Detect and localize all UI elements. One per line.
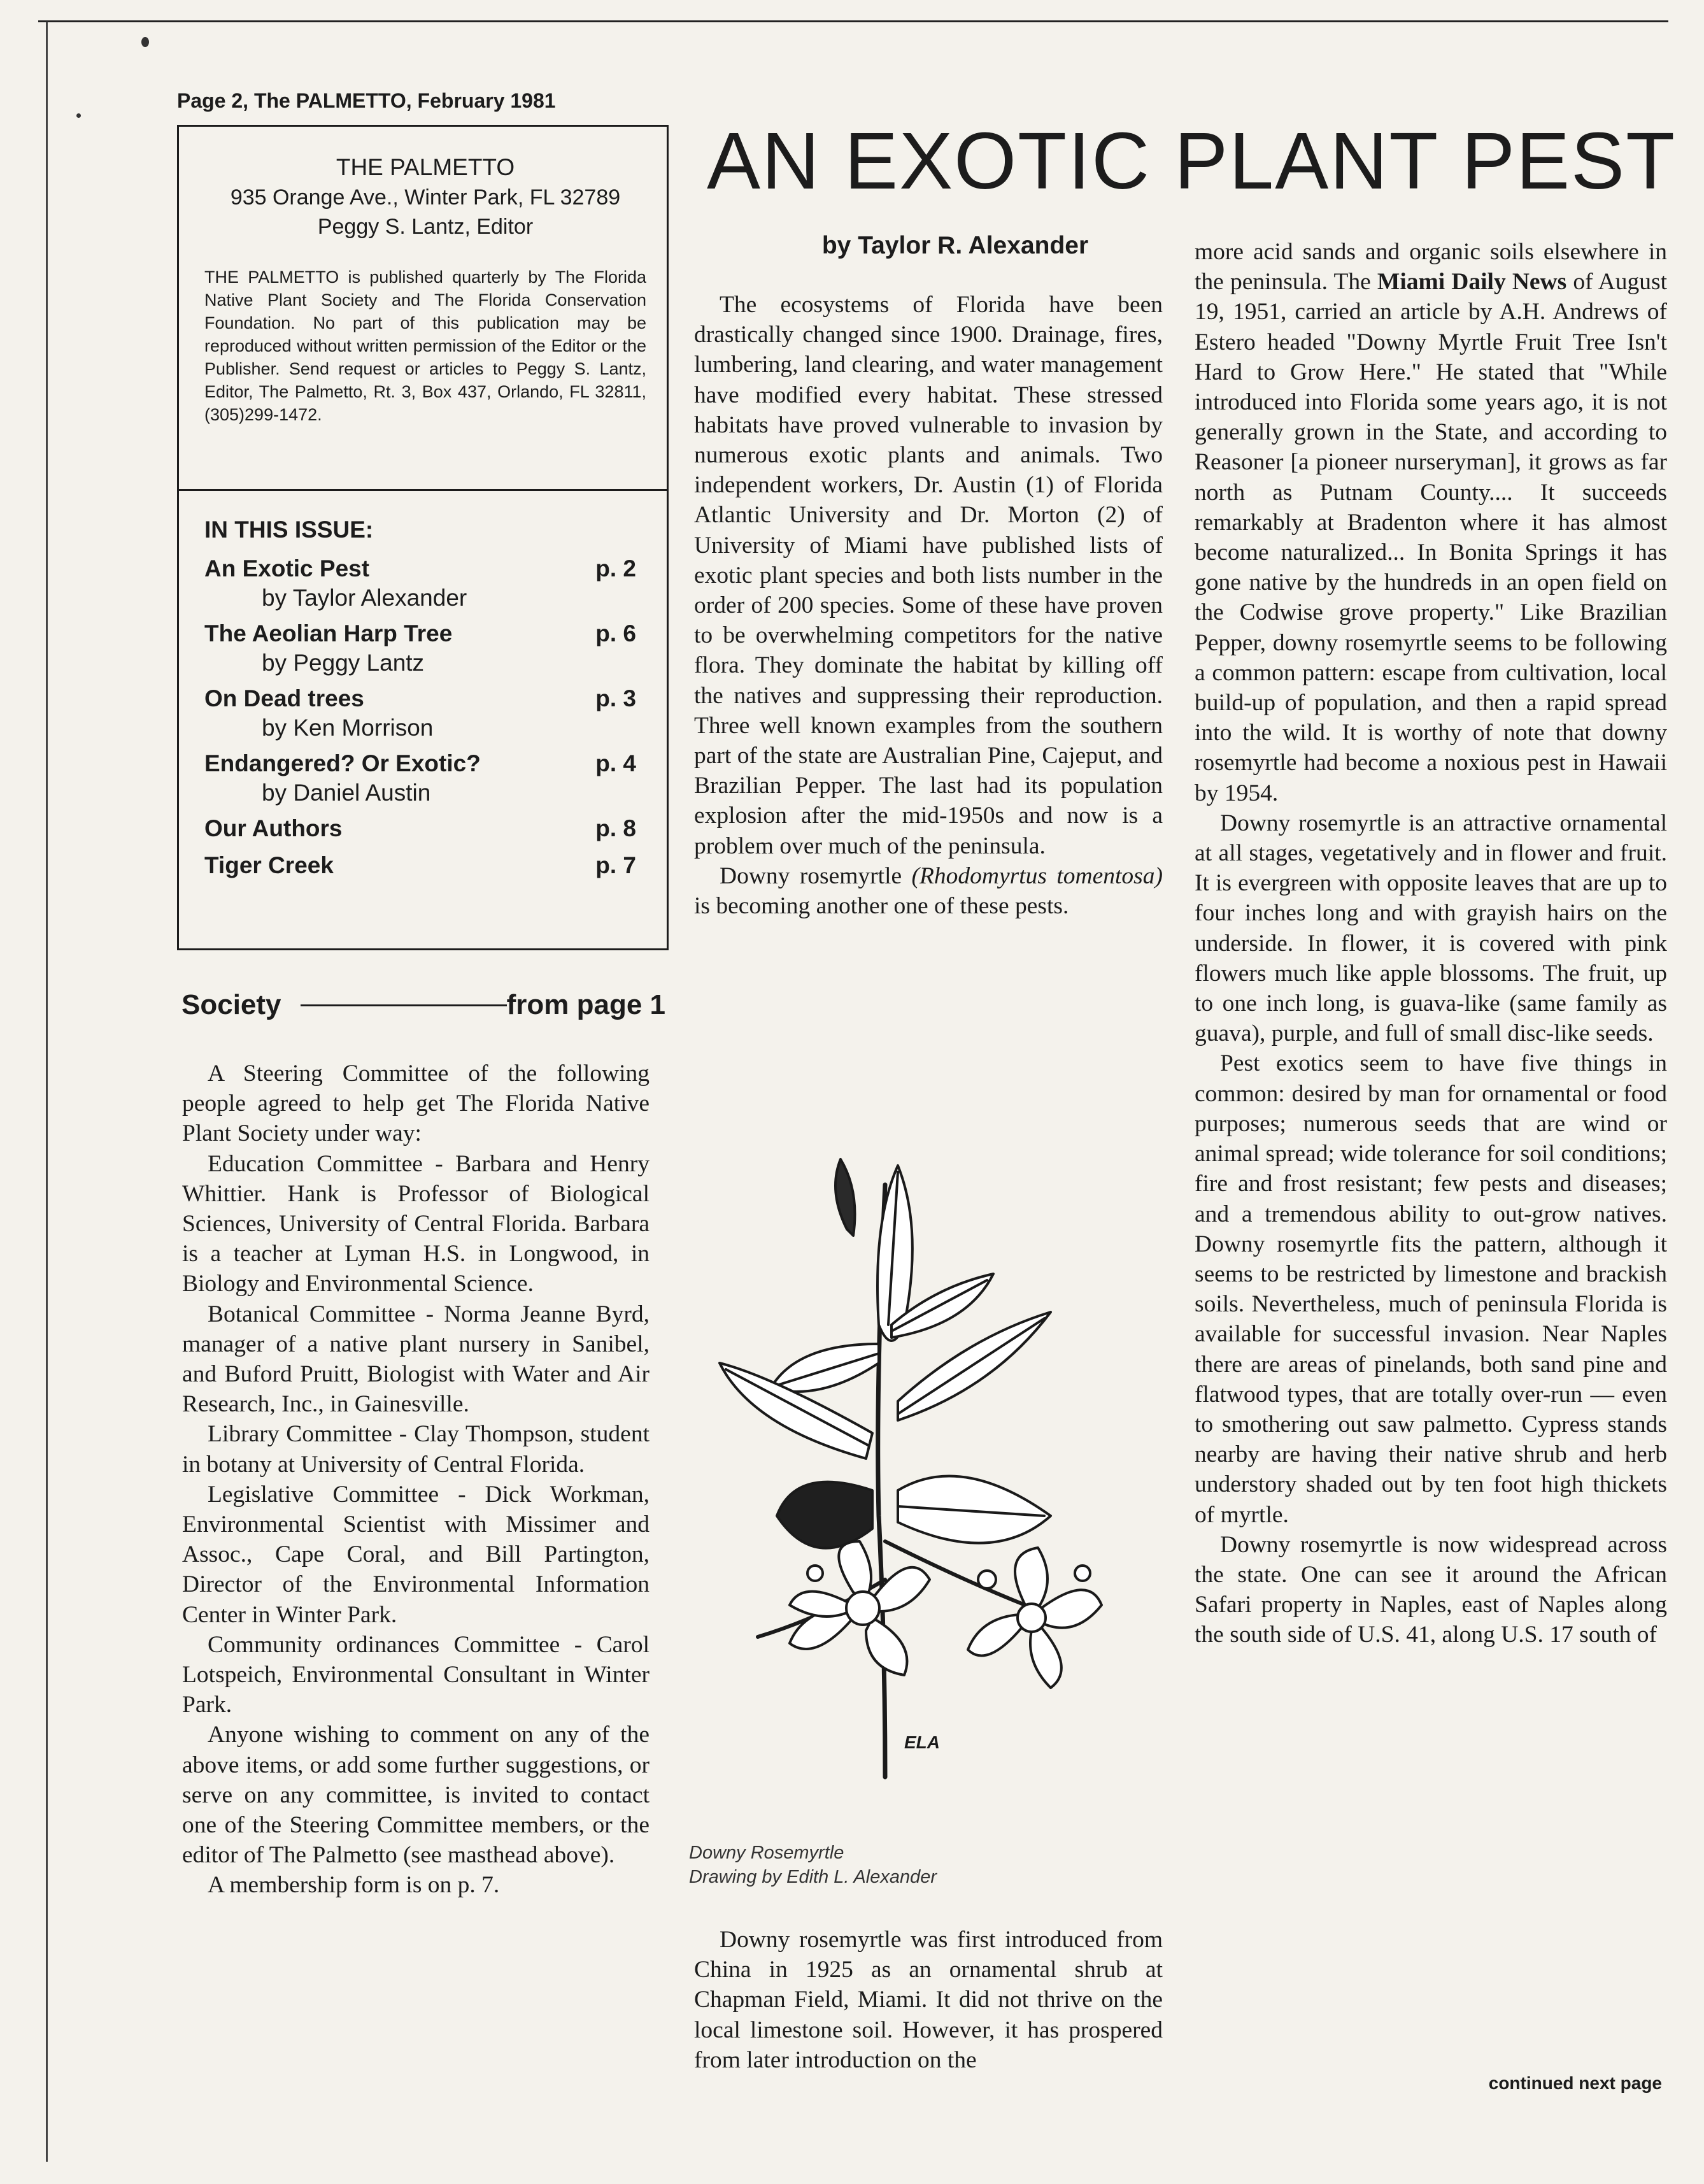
toc-author: by Ken Morrison [262,715,434,741]
toc-heading: IN THIS ISSUE: [204,517,374,543]
paragraph: A Steering Committee of the following people agreed to help get The Florida Native Plant Society under way: [182,1060,650,1147]
newspaper-name: Miami Daily News [1377,269,1567,296]
paragraph: The ecosystems of Florida have been drastically changed since 1900. Drainage, fires, lumbering, land clearing, and water management have modified every habitat. These stressed habitats have proved vulnerable to invasion by numerous exotic plants and animals. Two independent workers, Dr. Austin (1) of Florida Atlantic University and Dr. Morton (2) of University of Miami have published lists of exotic plant species and both lists number in the order of 200 species. Some of these have proven to be overwhelming competitors for the native flora. They dominate the habitat by killing off the natives and suppressing their reproduction. Three well known examples from the southern part of the state are Australian Pine, Cajeput, and Brazilian Pepper. The last had its population explosion after the mid-1950s and now is a problem over much of the peninsula. [694,292,1163,859]
toc-title: An Exotic Pest [204,555,370,582]
paragraph: Downy rosemyrtle was first introduced from China in 1925 as an ornamental shrub at Chapman Field, Miami. It did not thrive on the local limestone soil. However, it has prospered from later introduction on the [694,1927,1163,2073]
toc-title: Our Authors [204,815,343,841]
toc-page: p. 3 [595,685,636,711]
species-name: (Rhodomyrtus tomentosa) [911,862,1163,889]
toc-page: p. 4 [595,750,636,776]
scan-speck [76,113,81,118]
society-column [182,1059,650,1901]
illustration-caption [689,1841,1071,1889]
scan-speck [141,37,149,47]
publication-notice: THE PALMETTO is published quarterly by The Florida Native Plant Society and The Florida Conservation Foundation. No part of this publication may be reproduced without written permission of the Editor or the Publisher. Send request or articles to Peggy S. Lantz, Editor, The Palmetto, Rt. 3, Box 437, Orlando, FL 32811, (305)299-1472. [204,268,646,424]
article-column-1-continued [694,1925,1163,2075]
paragraph: Downy rosemyrtle is an attractive ornamental at all stages, vegetatively and in flower and fruit. It is evergreen with opposite leaves that are up to four inches long and with grayish hairs on the underside. In flower, it is covered with pink flowers much like apple blossoms. The fruit, up to one inch long, is guava-like (same family as guava), purple, and full of small disc-like seeds. [1195,810,1667,1047]
table-of-contents [179,491,667,881]
publication-address: 935 Orange Ave., Winter Park, FL 32789 [230,185,621,210]
article-byline: by Taylor R. Alexander [821,232,1089,259]
paragraph: Education Committee - Barbara and Henry Whittier. Hank is Professor of Biological Sciences, University of Central Florida. Barbara is a teacher at Lyman H.S. in Longwood, in Biology and Environmental Science. [182,1150,650,1297]
toc-title: Tiger Creek [204,852,334,878]
paragraph [694,861,1163,921]
paragraph: Legislative Committee - Dick Workman, Environmental Scientist with Missimer and Assoc., Cape Coral, and Bill Partington, Director of the Environmental Information Center in Winter Park. [182,1481,650,1628]
toc-author: by Taylor Alexander [262,585,467,611]
masthead-info [179,127,667,491]
toc-author: by Peggy Lantz [262,650,425,676]
toc-page: p. 7 [595,852,636,878]
toc-page: p. 6 [595,620,636,646]
paragraph: Anyone wishing to comment on any of the above items, or add some further suggestions, or serve on any committee, is invited to contact one of the Steering Committee members, or the editor of The Palmetto (see masthead above). [182,1722,650,1869]
article-column-2 [1195,237,1667,1650]
text-run: of August 19, 1951, carried an article by A.H. Andrews of Estero headed "Downy Myrtle Fruit Tree Isn't Hard to Grow Here." He stated that "While introduced into Florida some years ago, it is not generally grown in the State, and according to Reasoner [a pioneer nurseryman], it grows as far north as Putnam County.... It succeeds remarkably at Bradenton where it has almost become naturalized... In Bonita Springs it has gone native by the hundreds in an open field on the Codwise grove property." Like Brazilian Pepper, downy rosemyrtle seems to be following a common pattern: escape from cultivation, local build-up of population, and then a rapid spread into the wild. It is worthy of note that downy rosemyrtle had become a noxious pest in Hawaii by 1954. [1195,269,1668,806]
paragraph: Community ordinances Committee - Carol Lotspeich, Environmental Consultant in Winter Park. [182,1631,650,1718]
text-run: is becoming another one of these pests. [694,893,1069,920]
paragraph: Botanical Committee - Norma Jeanne Byrd, manager of a native plant nursery in Sanibel, and Buford Pruitt, Biologist with Water and Air Research, Inc., in Gainesville. [182,1301,650,1418]
paragraph: Library Committee - Clay Thompson, student in botany at University of Central Florida. [182,1421,650,1478]
toc-entry [204,748,641,807]
toc-title: The Aeolian Harp Tree [204,620,453,646]
toc-entry [204,683,641,742]
heading-rule [301,1004,507,1006]
page-header: Page 2, The PALMETTO, February 1981 [177,89,556,112]
page-border-top [38,20,1668,22]
toc-title: Endangered? Or Exotic? [204,750,481,776]
paragraph: A membership form is on p. 7. [208,1872,500,1899]
society-heading-right: from page 1 [506,989,665,1020]
toc-entry [204,618,641,677]
society-heading-left: Society [181,989,281,1020]
paragraph: Pest exotics seem to have five things in common: desired by man for ornamental or food purposes; numerous seeds that are wind or animal spread; wide tolerance for soil conditions; fire and frost resistant; few pests and diseases; and a tremendous ability to out-grow natives. Downy rosemyrtle fits the pattern, although it seems to be restricted by limestone and brackish soils. Nevertheless, much of peninsula Florida is available for successful invasion. Near Naples there are areas of pinelands, both sand pine and flatwood types, that are totally over-run — even to smothering out saw palmetto. Cypress stands nearby are having their native shrub and herb understory shaded out by ten foot high thickets of myrtle. [1195,1050,1667,1528]
toc-title: On Dead trees [204,685,364,711]
article-column-1 [694,290,1163,921]
rosemyrtle-illustration [694,1134,1165,1841]
publication-editor: Peggy S. Lantz, Editor [317,215,534,239]
page-border-left [46,22,48,2162]
caption-line: Drawing by Edith L. Alexander [689,1867,937,1887]
artist-initials: ELA [904,1732,940,1752]
paragraph [1195,237,1667,808]
toc-page: p. 2 [595,555,636,582]
continued-note: continued next page [1488,2073,1662,2093]
society-heading [181,986,665,1024]
caption-line: Downy Rosemyrtle [689,1843,844,1863]
article-title: AN EXOTIC PLANT PEST [707,116,1677,206]
text-run: more acid sands and organic soils elsewhere in the peninsula. The [1195,239,1667,296]
toc-entry [204,850,641,881]
paragraph: Downy rosemyrtle is now widespread across the state. One can see it around the African Safari property in Naples, east of Naples along the south side of U.S. 41, along U.S. 17 south of [1195,1531,1667,1648]
toc-page: p. 8 [595,815,636,841]
toc-entry [204,813,641,844]
text-run: Downy rosemyrtle [720,862,912,889]
toc-author: by Daniel Austin [262,780,431,806]
publication-name: THE PALMETTO [336,154,515,180]
toc-entry [204,553,641,612]
masthead-box [177,125,669,950]
